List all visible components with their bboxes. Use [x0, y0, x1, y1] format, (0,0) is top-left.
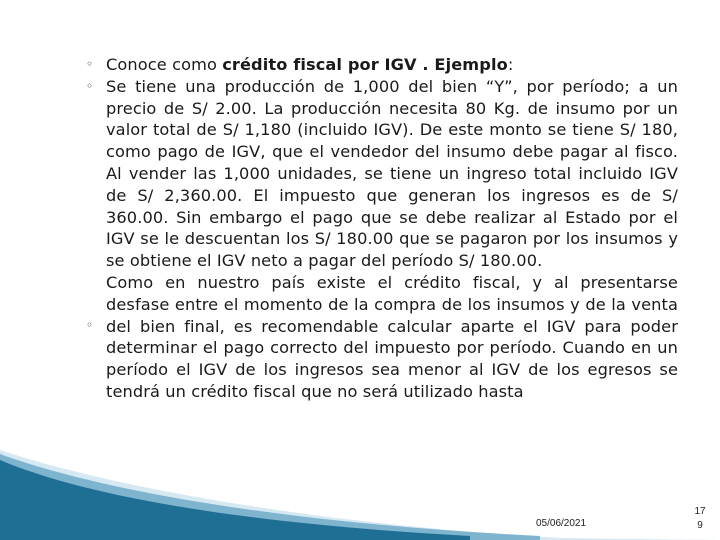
footer-date: 05/06/2021: [536, 518, 587, 529]
intro-line: [106, 54, 678, 76]
intro-colon: :: [507, 55, 514, 74]
page-number-top: 17: [694, 506, 706, 517]
bullet-icon: ◦: [86, 79, 94, 93]
paragraph-credit: Como en nuestro país existe el crédito fiscal, y al presentarse desfase entre el momento de la compra de los insumos y de la venta del bien final, es recomendable calcular aparte el IGV para poder determinar el pago correcto del impuesto por período. Cuando en un período el IGV de los ingresos sea menor al IGV de los egresos se tendrá un crédito fiscal que no será utilizado hasta: [106, 272, 678, 401]
intro-plain: Conoce como: [106, 55, 223, 74]
page-number: [690, 505, 710, 533]
bullet-icon: ◦: [86, 57, 94, 71]
paragraph-example: Se tiene una producción de 1,000 del bien “Y”, por período; a un precio de S/ 2.00. La producción necesita 80 Kg. de insumo por un valor total de S/ 1,180 (incluido IGV). De este monto se tiene S/ 180, como pago de IGV, que el vendedor del insumo debe pagar al fisco. Al vender las 1,000 unidades, se tiene un ingreso total incluido IGV de S/ 2,360.00. El impuesto que generan los ingresos es de S/ 360.00. Sin embargo el pago que se debe realizar al Estado por el IGV se le descuentan los S/ 180.00 que se pagaron por los insumos y se obtiene el IGV neto a pagar del período S/ 180.00.: [106, 76, 678, 271]
page-number-bottom: 9: [697, 520, 703, 531]
bullet-icon: ◦: [86, 318, 94, 332]
body-text: [106, 54, 678, 403]
decorative-swoosh: [0, 450, 720, 540]
intro-emphasis: crédito fiscal por IGV . Ejemplo: [222, 55, 508, 74]
